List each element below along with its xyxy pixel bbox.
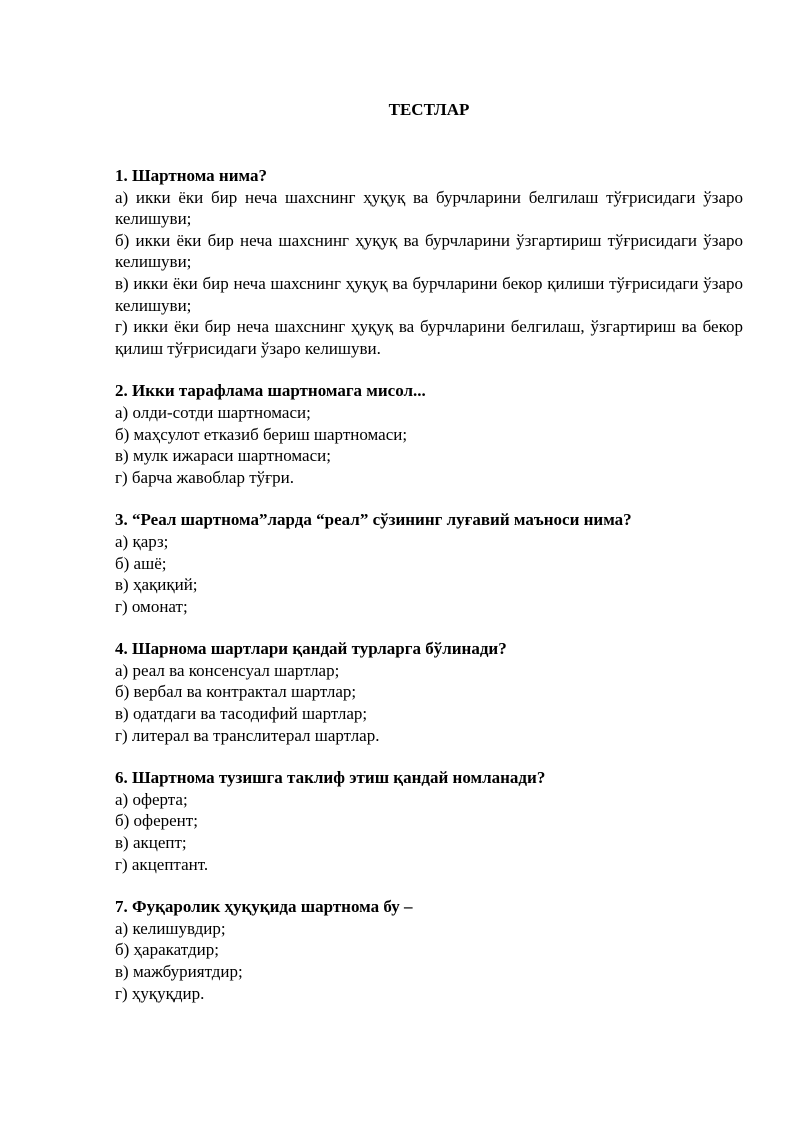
answer-option-a: а) реал ва консенсуал шартлар; — [115, 660, 340, 680]
answer-option-a: а) оферта; — [115, 789, 188, 809]
answer-option-g: г) икки ёки бир неча шахснинг ҳуқуқ ва бурчларини белгилаш, ўзгартириш ва бекор қилиш тўғрисидаги ўзаро келишуви. — [115, 317, 743, 358]
answer-option-g: г) омонат; — [115, 596, 188, 616]
answer-option-a: а) олди-сотди шартномаси; — [115, 402, 311, 422]
question-6 — [115, 767, 743, 875]
answer-option-a: а) қарз; — [115, 531, 169, 551]
question-title: 4. Шарнома шартлари қандай турларга бўлинади? — [115, 639, 507, 659]
answer-option-a: а) келишувдир; — [115, 918, 226, 938]
answer-option-g: г) акцептант. — [115, 854, 209, 874]
answer-option-g: г) ҳуқуқдир. — [115, 983, 205, 1003]
answer-option-v: в) ҳақиқий; — [115, 575, 198, 595]
question-title: 2. Икки тарафлама шартномага мисол... — [115, 381, 426, 401]
answer-option-a: а) икки ёки бир неча шахснинг ҳуқуқ ва бурчларини белгилаш тўғрисидаги ўзаро келишуви; — [115, 187, 743, 229]
answer-option-b: б) икки ёки бир неча шахснинг ҳуқуқ ва бурчларини ўзгартириш тўғрисидаги ўзаро келишуви; — [115, 230, 743, 272]
answer-option-v: в) икки ёки бир неча шахснинг ҳуқуқ ва бурчларини бекор қилиши тўғрисидаги ўзаро келишуви; — [115, 273, 743, 315]
answer-option-b: б) оферент; — [115, 811, 198, 831]
question-2 — [115, 380, 743, 488]
answer-option-b: б) маҳсулот етказиб бериш шартномаси; — [115, 424, 408, 444]
answer-option-v: в) мажбуриятдир; — [115, 962, 243, 981]
question-3 — [115, 509, 743, 617]
questions-list — [115, 165, 743, 1025]
question-4 — [115, 638, 743, 746]
answer-option-g: г) барча жавоблар тўғри. — [115, 467, 294, 487]
question-title: 6. Шартнома тузишга таклиф этиш қандай номланади? — [115, 768, 546, 788]
answer-option-b: б) ашё; — [115, 553, 167, 573]
answer-option-b: б) ҳаракатдир; — [115, 940, 219, 960]
question-1 — [115, 165, 743, 359]
page-title: ТЕСТЛАР — [388, 100, 470, 119]
answer-option-b: б) вербал ва контрактал шартлар; — [115, 682, 357, 702]
question-7 — [115, 896, 743, 1004]
answer-option-g: г) литерал ва транслитерал шартлар. — [115, 725, 380, 745]
answer-option-v: в) мулк ижараси шартномаси; — [115, 446, 331, 466]
answer-option-v: в) одатдаги ва тасодифий шартлар; — [115, 704, 368, 724]
answer-option-v: в) акцепт; — [115, 833, 187, 853]
question-title: 3. “Реал шартнома”ларда “реал” сўзининг луғавий маъноси нима? — [115, 510, 632, 530]
question-title: 1. Шартнома нима? — [115, 166, 267, 185]
question-title: 7. Фуқаролик ҳуқуқида шартнома бу – — [115, 897, 413, 917]
